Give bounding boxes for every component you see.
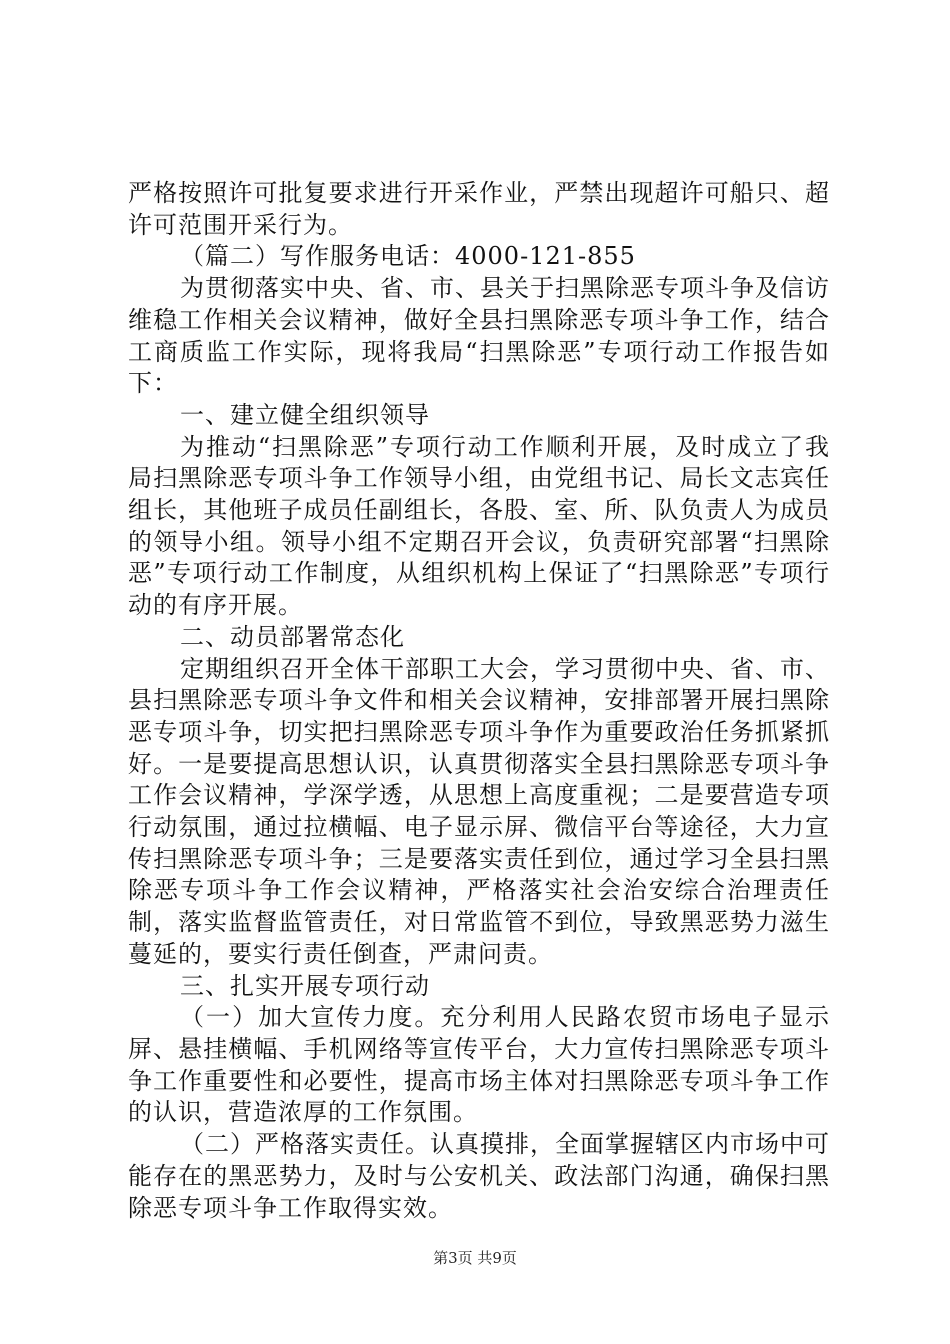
document-body bbox=[128, 178, 830, 1224]
paragraph-article-heading: （篇二）写作服务电话：4000-121-855 bbox=[180, 242, 636, 271]
section-heading-2: 二、动员部署常态化 bbox=[180, 622, 405, 651]
paragraph-section-2: 定期组织召开全体干部职工大会，学习贯彻中央、省、市、县扫黑除恶专项斗争文件和相关会议精神，安排部署开展扫黑除恶专项斗争，切实把扫黑除恶专项斗争作为重要政治任务抓紧抓好。一是要提高思想认识，认真贯彻落实全县扫黑除恶专项斗争工作会议精神，学深学透，从思想上高度重视；二是要营造专项行动氛围，通过拉横幅、电子显示屏、微信平台等途径，大力宣传扫黑除恶专项斗争；三是要落实责任到位，通过学习全县扫黑除恶专项斗争工作会议精神，严格落实社会治安综合治理责任制，落实监督监管责任，对日常监管不到位，导致黑恶势力滋生蔓延的，要实行责任倒查，严肃问责。 bbox=[128, 654, 830, 968]
page-footer: 第3页 共9页 bbox=[433, 1249, 517, 1267]
paragraph-continuation: 严格按照许可批复要求进行开采作业，严禁出现超许可船只、超许可范围开采行为。 bbox=[128, 179, 830, 239]
paragraph-section-3-item-2: （二）严格落实责任。认真摸排，全面掌握辖区内市场中可能存在的黑恶势力，及时与公安机关、政法部门沟通，确保扫黑除恶专项斗争工作取得实效。 bbox=[128, 1130, 830, 1222]
section-heading-3: 三、扎实开展专项行动 bbox=[180, 971, 430, 1000]
paragraph-section-3-item-1: （一）加大宣传力度。充分利用人民路农贸市场电子显示屏、悬挂横幅、手机网络等宣传平台，大力宣传扫黑除恶专项斗争工作重要性和必要性，提高市场主体对扫黑除恶专项斗争工作的认识，营造浓厚的工作氛围。 bbox=[128, 1003, 830, 1127]
section-heading-1: 一、建立健全组织领导 bbox=[180, 400, 430, 429]
paragraph-intro: 为贯彻落实中央、省、市、县关于扫黑除恶专项斗争及信访维稳工作相关会议精神，做好全县扫黑除恶专项斗争工作，结合工商质监工作实际，现将我局“扫黑除恶”专项行动工作报告如下： bbox=[128, 274, 830, 398]
paragraph-section-1: 为推动“扫黑除恶”专项行动工作顺利开展，及时成立了我局扫黑除恶专项斗争工作领导小组，由党组书记、局长文志宾任组长，其他班子成员任副组长，各股、室、所、队负责人为成员的领导小组。领导小组不定期召开会议，负责研究部署“扫黑除恶”专项行动工作制度，从组织机构上保证了“扫黑除恶”专项行动的有序开展。 bbox=[128, 432, 830, 620]
